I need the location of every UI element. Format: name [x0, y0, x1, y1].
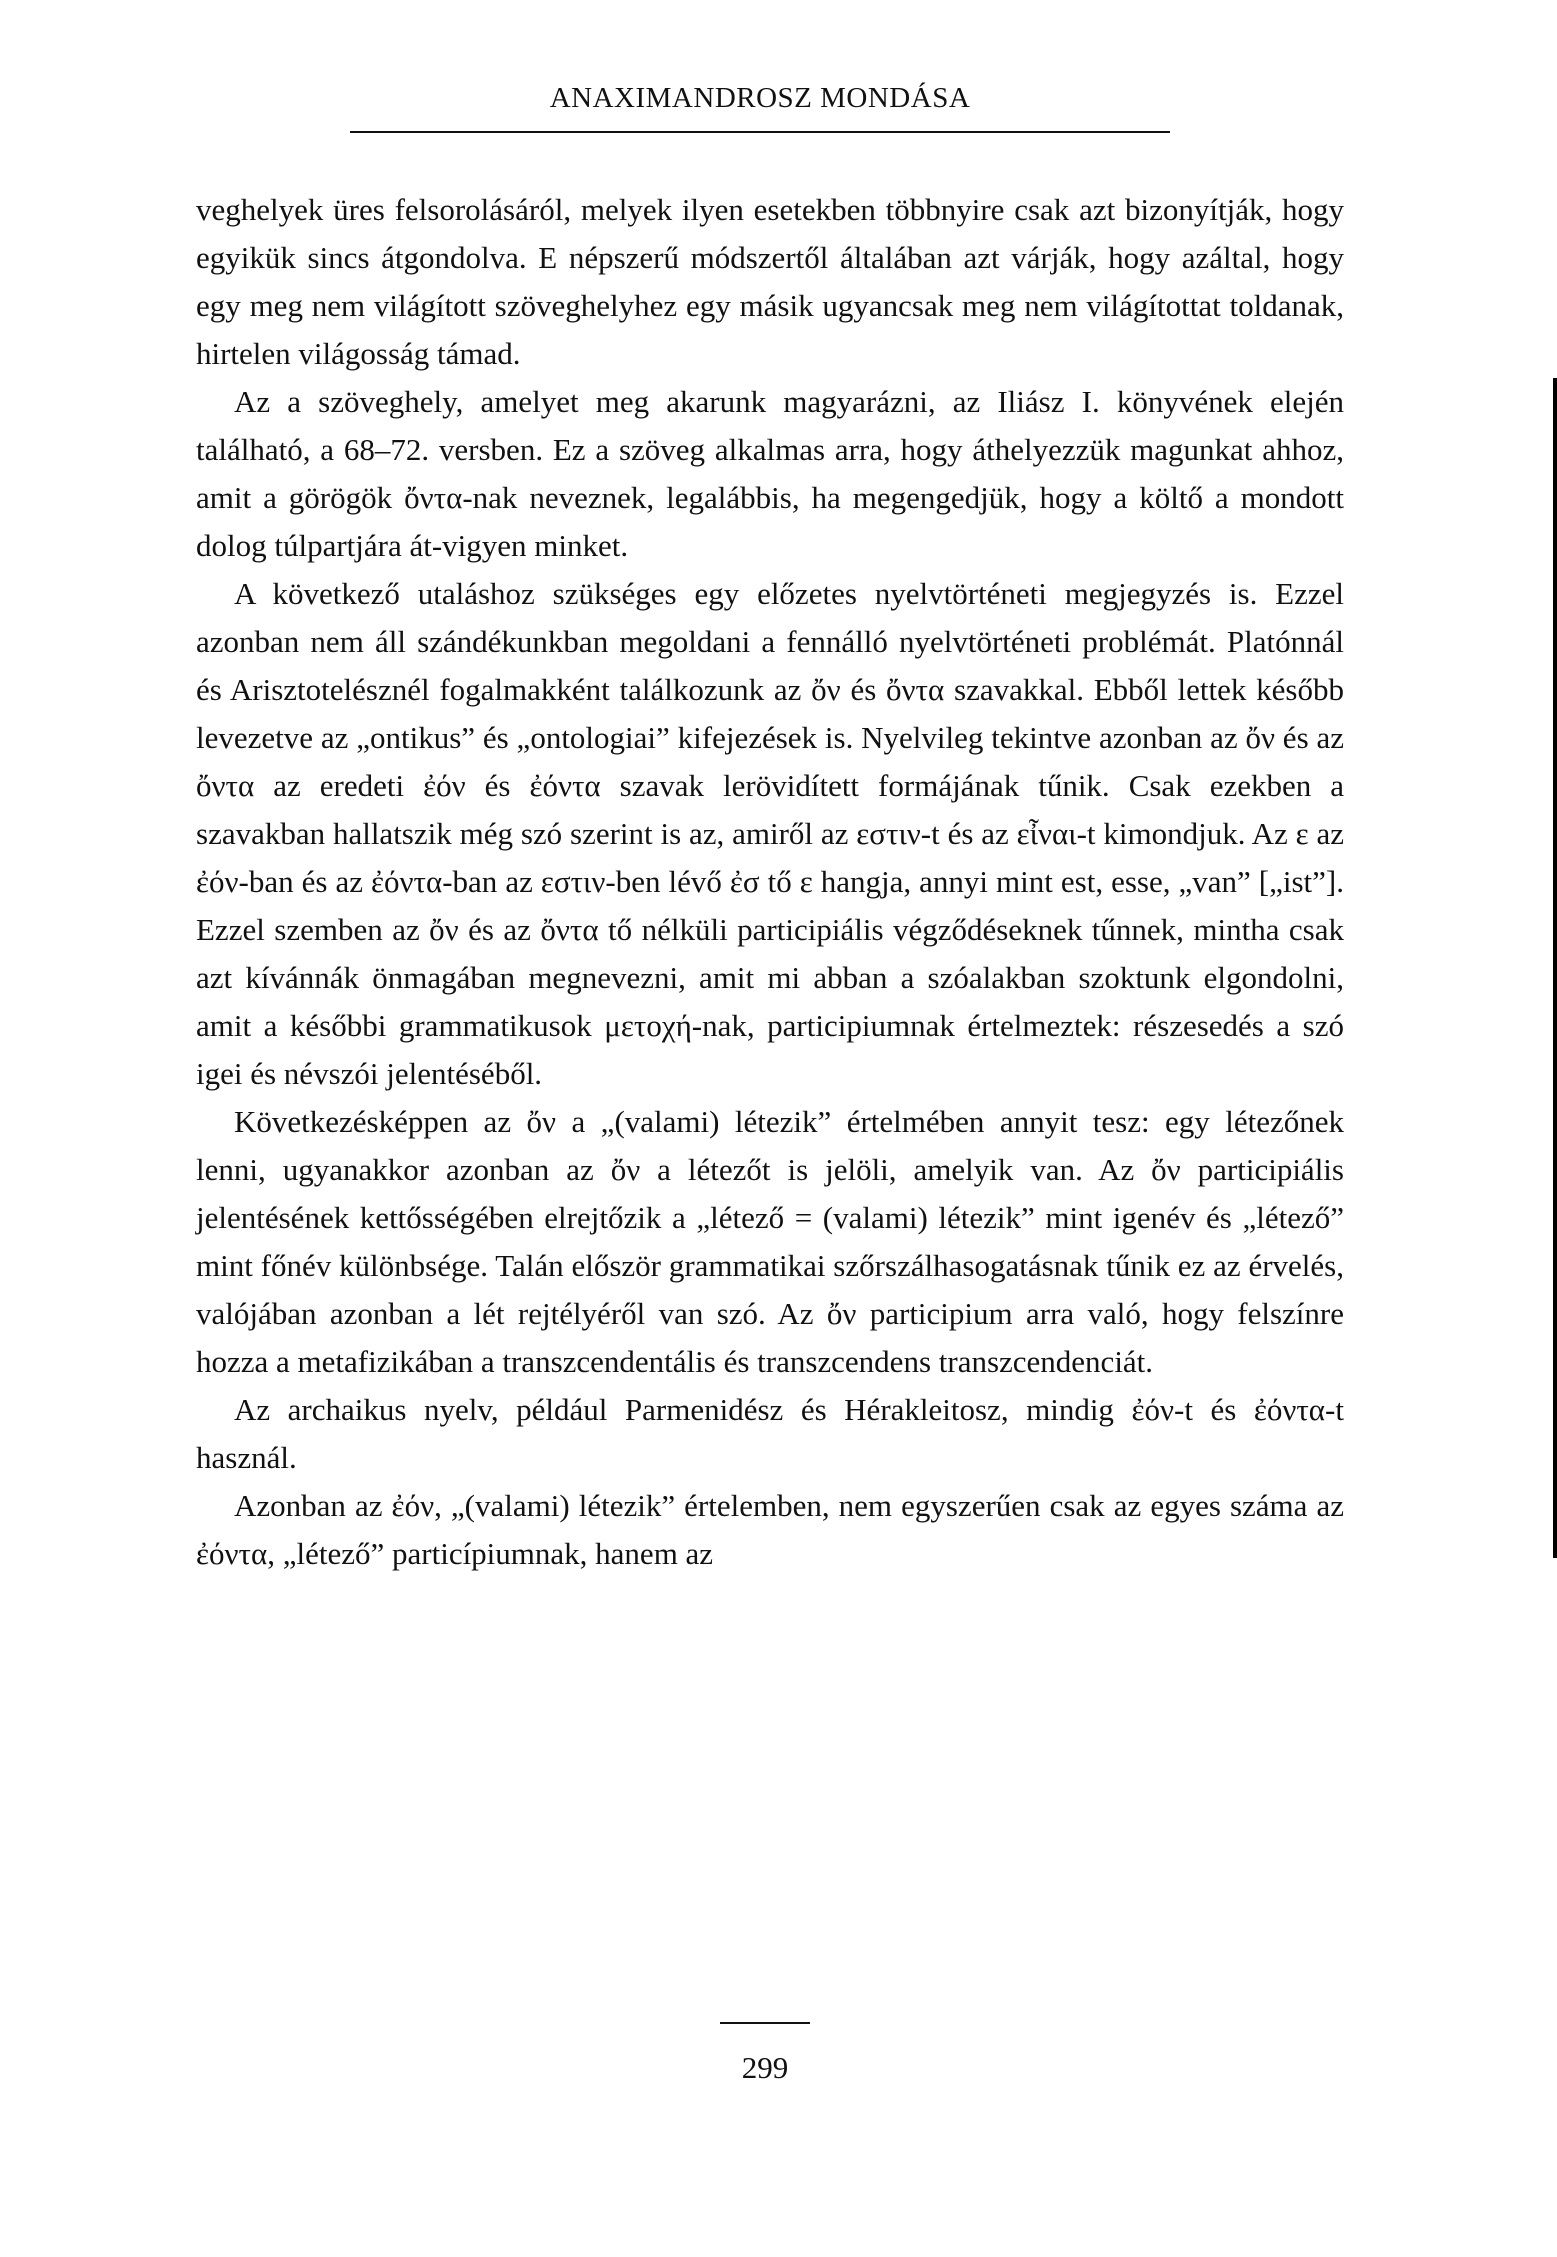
running-head-title: ANAXIMANDROSZ MONDÁSA — [549, 82, 971, 114]
page-number: 299 — [741, 2050, 789, 2085]
footer-rule — [720, 2022, 810, 2024]
paragraph: veghelyek üres felsorolásáról, melyek ilyen esetekben többnyire csak azt bizonyítják, hogy egyikük sincs átgondolva. E népszerű módszertől általában azt várják, hogy azáltal, hogy egy meg nem világított szöveghelyhez egy másik ugyancsak meg nem világítottat toldanak, hirtelen világosság támad. — [196, 192, 1344, 371]
header-rule — [350, 131, 1170, 133]
paragraph: Az a szöveghely, amelyet meg akarunk magyarázni, az Iliász I. könyvének elején található, a 68–72. versben. Ez a szöveg alkalmas arra, hogy áthelyezzük magunkat ahhoz, amit a görögök ὄντα-nak neveznek, legalábbis, ha megengedjük, hogy a költő a mondott dolog túlpartjára át-vigyen minket. — [196, 384, 1344, 563]
paragraph: Azonban az ἐόν, „(valami) létezik” értelemben, nem egyszerűen csak az egyes száma az ἐόντα, „létező” particípiumnak, hanem az — [196, 1488, 1344, 1571]
paragraph: Következésképpen az ὄν a „(valami) létezik” értelmében annyit tesz: egy létezőnek lenni, ugyanakkor azonban az ὄν a létezőt is jelöli, amelyik van. Az ὄν participiális jelentésének kettősségében elrejtőzik a „létező = (valami) létezik” mint igenév és „létező” mint főnév különbsége. Talán először grammatikai szőrszálhasogatásnak tűnik ez az érvelés, valójában azonban a lét rejtélyéről van szó. Az ὄν participium arra való, hogy felszínre hozza a metafizikában a transzcendentális és transzcendens transzcendenciát. — [196, 1104, 1344, 1379]
paragraph: A következő utaláshoz szükséges egy előzetes nyelvtörténeti megjegyzés is. Ezzel azonban nem áll szándékunkban megoldani a fennálló nyelvtörténeti problémát. Platónnál és Arisztotelésznél fogalmakként találkozunk az ὄν és ὄντα szavakkal. Ebből lettek később levezetve az „ontikus” és „ontologiai” kifejezések is. Nyelvileg tekintve azonban az ὄν és az ὄντα az eredeti ἐόν és ἐόντα szavak lerövidített formájának tűnik. Csak ezekben a szavakban hallatszik még szó szerint is az, amiről az εστιν-t és az εἶναι-t kimondjuk. Az ε az ἐόν-ban és az ἐόντα-ban az εστιν-ben lévő ἐσ tő ε hangja, annyi mint est, esse, „van” [„ist”]. Ezzel szemben az ὄν és az ὄντα tő nélküli participiális végződéseknek tűnnek, mintha csak azt kívánnák önmagában megnevezni, amit mi abban a szóalakban szoktunk elgondolni, amit a későbbi grammatikusok μετοχή-nak, participiumnak értelmeztek: részesedés a szó igei és névszói jelentéséből. — [196, 576, 1344, 1091]
body-text — [196, 186, 1344, 1578]
page-edge-shadow — [1553, 378, 1557, 1558]
paragraph: Az archaikus nyelv, például Parmenidész és Hérakleitosz, mindig ἐόν-t és ἐόντα-t használ. — [196, 1392, 1344, 1475]
